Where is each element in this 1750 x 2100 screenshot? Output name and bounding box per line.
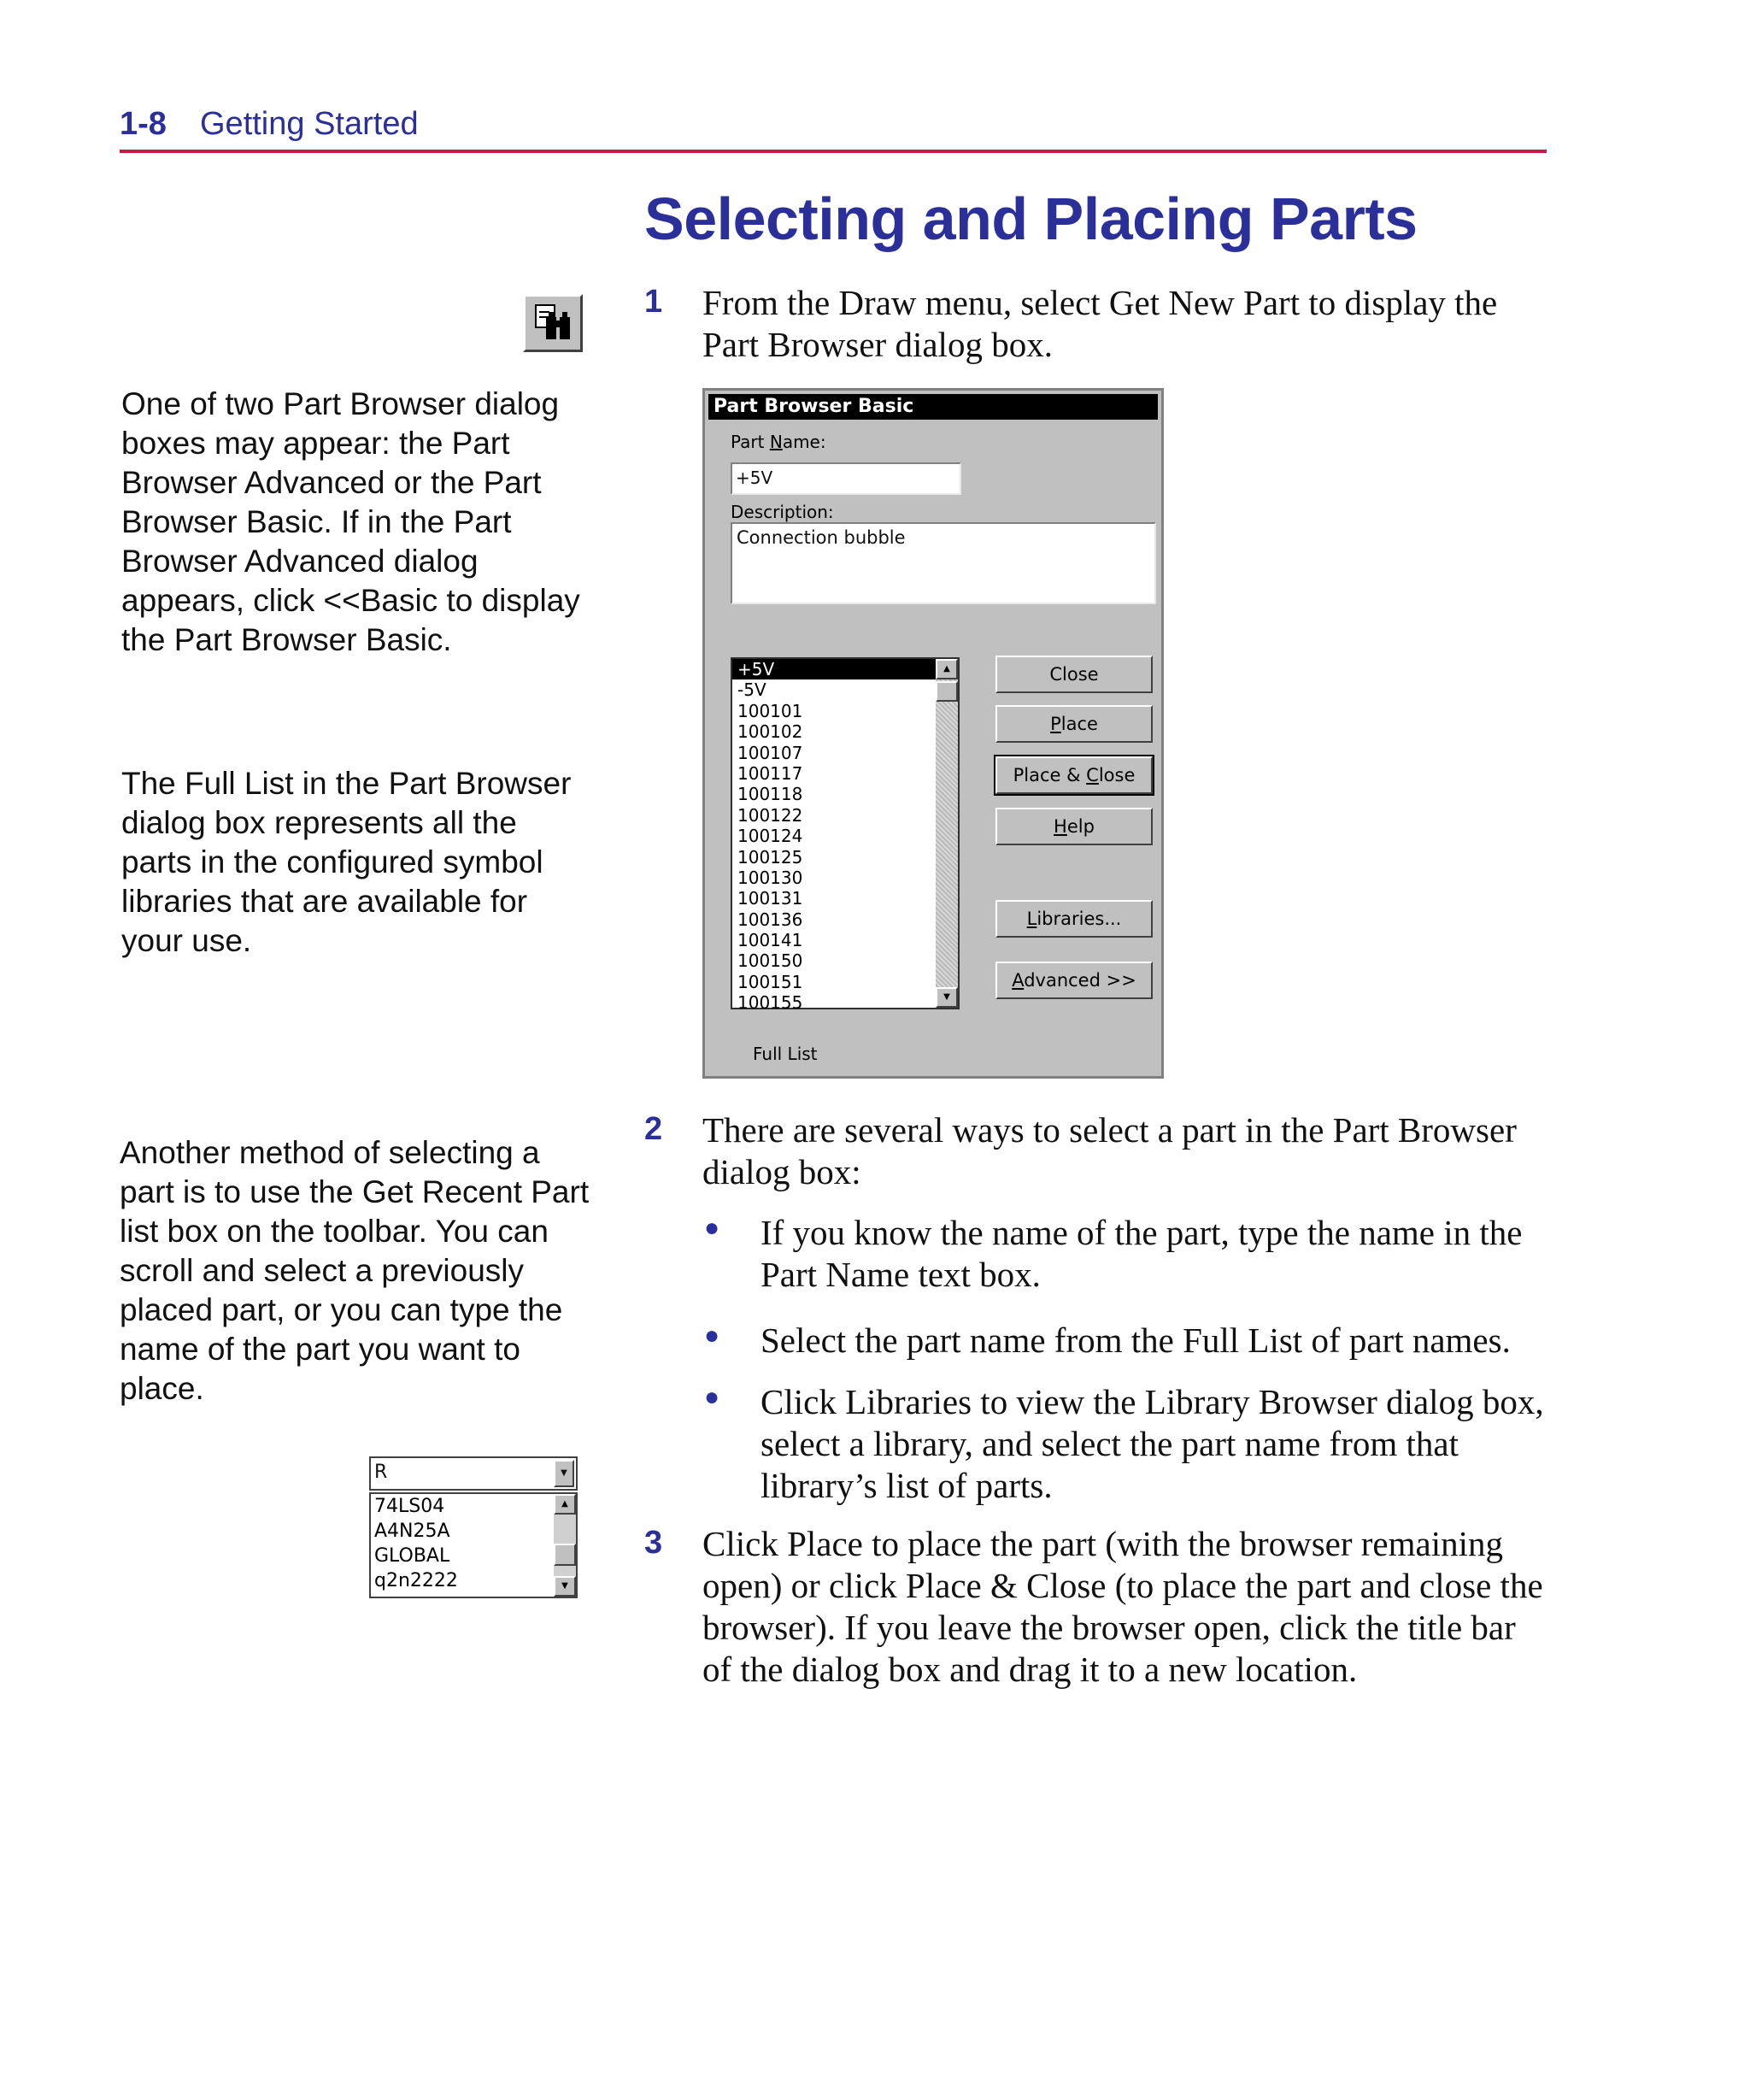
bullet-text: Click Libraries to view the Library Browser dialog box, select a library, and select the part name from that library’s list of parts. bbox=[760, 1382, 1544, 1505]
place-close-button[interactable]: Place & Close bbox=[995, 756, 1153, 794]
list-item[interactable]: 100136 bbox=[737, 909, 803, 930]
description-field: Connection bubble bbox=[731, 522, 1156, 604]
bullet-icon: ● bbox=[704, 1321, 720, 1350]
list-item[interactable]: GLOBAL bbox=[374, 1545, 450, 1567]
list-item[interactable]: A4N25A bbox=[374, 1521, 450, 1542]
bullet-text: Select the part name from the Full List of part names. bbox=[760, 1321, 1511, 1360]
step-text: From the Draw menu, select Get New Part to display the Part Browser dialog box. bbox=[702, 283, 1498, 364]
list-item[interactable]: 100117 bbox=[737, 762, 803, 784]
page-title: Selecting and Placing Parts bbox=[644, 185, 1418, 252]
step-number: 3 bbox=[644, 1525, 663, 1561]
scroll-down-icon[interactable]: ▼ bbox=[554, 1576, 576, 1597]
sidebar-note-recent-part: Another method of selecting a part is to use the Get Recent Part list box on the toolbar. You can scroll and select a previously placed part, or you can type the name of the part you want to place. bbox=[120, 1135, 590, 1406]
list-item[interactable]: 100155 bbox=[737, 992, 803, 1014]
full-list-box[interactable] bbox=[731, 657, 960, 1014]
list-item[interactable]: 100122 bbox=[737, 804, 803, 826]
bullet-text: If you know the name of the part, type the name in the Part Name text box. bbox=[760, 1213, 1523, 1294]
scroll-up-icon[interactable]: ▲ bbox=[554, 1494, 576, 1515]
list-item[interactable]: 100150 bbox=[737, 950, 803, 972]
scroll-down-icon[interactable]: ▼ bbox=[936, 987, 958, 1008]
dropdown-arrow-icon[interactable]: ▼ bbox=[554, 1460, 574, 1487]
list-items bbox=[732, 659, 936, 1014]
libraries-button[interactable]: Libraries... bbox=[995, 900, 1153, 938]
step-number: 1 bbox=[644, 284, 663, 320]
list-item[interactable]: 100151 bbox=[737, 971, 803, 992]
combo-scrollbar[interactable] bbox=[554, 1494, 576, 1597]
dialog-title-bar[interactable]: Part Browser Basic bbox=[708, 394, 1158, 420]
recent-part-input[interactable] bbox=[369, 1456, 578, 1491]
list-item[interactable]: -5V bbox=[737, 679, 766, 701]
list-item[interactable]: q2n2222 bbox=[374, 1570, 458, 1591]
list-item[interactable]: 100107 bbox=[737, 742, 803, 763]
description-label: Description: bbox=[731, 502, 834, 522]
list-item[interactable]: +5V bbox=[732, 659, 936, 679]
header-rule bbox=[120, 150, 1547, 153]
list-item[interactable]: 100101 bbox=[737, 700, 803, 721]
list-item[interactable]: 100102 bbox=[737, 721, 803, 743]
page-number: 1-8 bbox=[120, 106, 167, 142]
close-button[interactable]: Close bbox=[995, 656, 1153, 693]
sidebar-note-part-browser: One of two Part Browser dialog boxes may appear: the Part Browser Advanced or the Part Browser Basic. If in the Part Browser Advanced dialog appears, click <<Basic to display the Part Browser Basic. bbox=[121, 386, 580, 657]
part-browser-dialog bbox=[702, 388, 1164, 1079]
sidebar-note-full-list: The Full List in the Part Browser dialog box represents all the parts in the configured symbol libraries that are available for your use. bbox=[121, 766, 572, 958]
scroll-up-icon[interactable]: ▲ bbox=[936, 659, 958, 679]
list-item[interactable]: 100130 bbox=[737, 867, 803, 888]
scroll-thumb[interactable] bbox=[554, 1544, 576, 1566]
get-recent-part-combo bbox=[369, 1456, 578, 1598]
step-text: Click Place to place the part (with the browser remaining open) or click Place & Close (to place the part and close the browser). If you leave the browser open, click the title bar of the dialog box and drag it to a new location. bbox=[702, 1524, 1543, 1689]
get-new-part-icon bbox=[523, 294, 583, 352]
step-number: 2 bbox=[644, 1111, 663, 1147]
binoculars-icon bbox=[526, 297, 580, 350]
advanced-button[interactable]: Advanced >> bbox=[995, 962, 1153, 999]
list-item[interactable]: 100131 bbox=[737, 888, 803, 909]
list-item[interactable]: 100124 bbox=[737, 826, 803, 847]
bullet-icon: ● bbox=[704, 1383, 720, 1411]
section-title: Getting Started bbox=[200, 106, 419, 142]
help-button[interactable]: Help bbox=[995, 808, 1153, 845]
full-list-label: Full List bbox=[753, 1044, 818, 1064]
bullet-icon: ● bbox=[704, 1214, 720, 1242]
list-item[interactable]: 74LS04 bbox=[374, 1496, 445, 1517]
list-item[interactable]: 100125 bbox=[737, 846, 803, 868]
list-item[interactable]: 100118 bbox=[737, 784, 803, 805]
step-text: There are several ways to select a part in the Part Browser dialog box: bbox=[702, 1110, 1517, 1191]
list-scrollbar[interactable] bbox=[936, 659, 958, 1008]
list-item[interactable]: 100141 bbox=[737, 930, 803, 951]
place-button[interactable]: Place bbox=[995, 705, 1153, 743]
part-name-label: Part Name: bbox=[731, 432, 826, 452]
scroll-thumb[interactable] bbox=[936, 681, 958, 702]
recent-part-value: R bbox=[374, 1462, 388, 1483]
recent-part-list[interactable] bbox=[369, 1492, 578, 1598]
part-name-input[interactable]: +5V bbox=[731, 462, 961, 495]
